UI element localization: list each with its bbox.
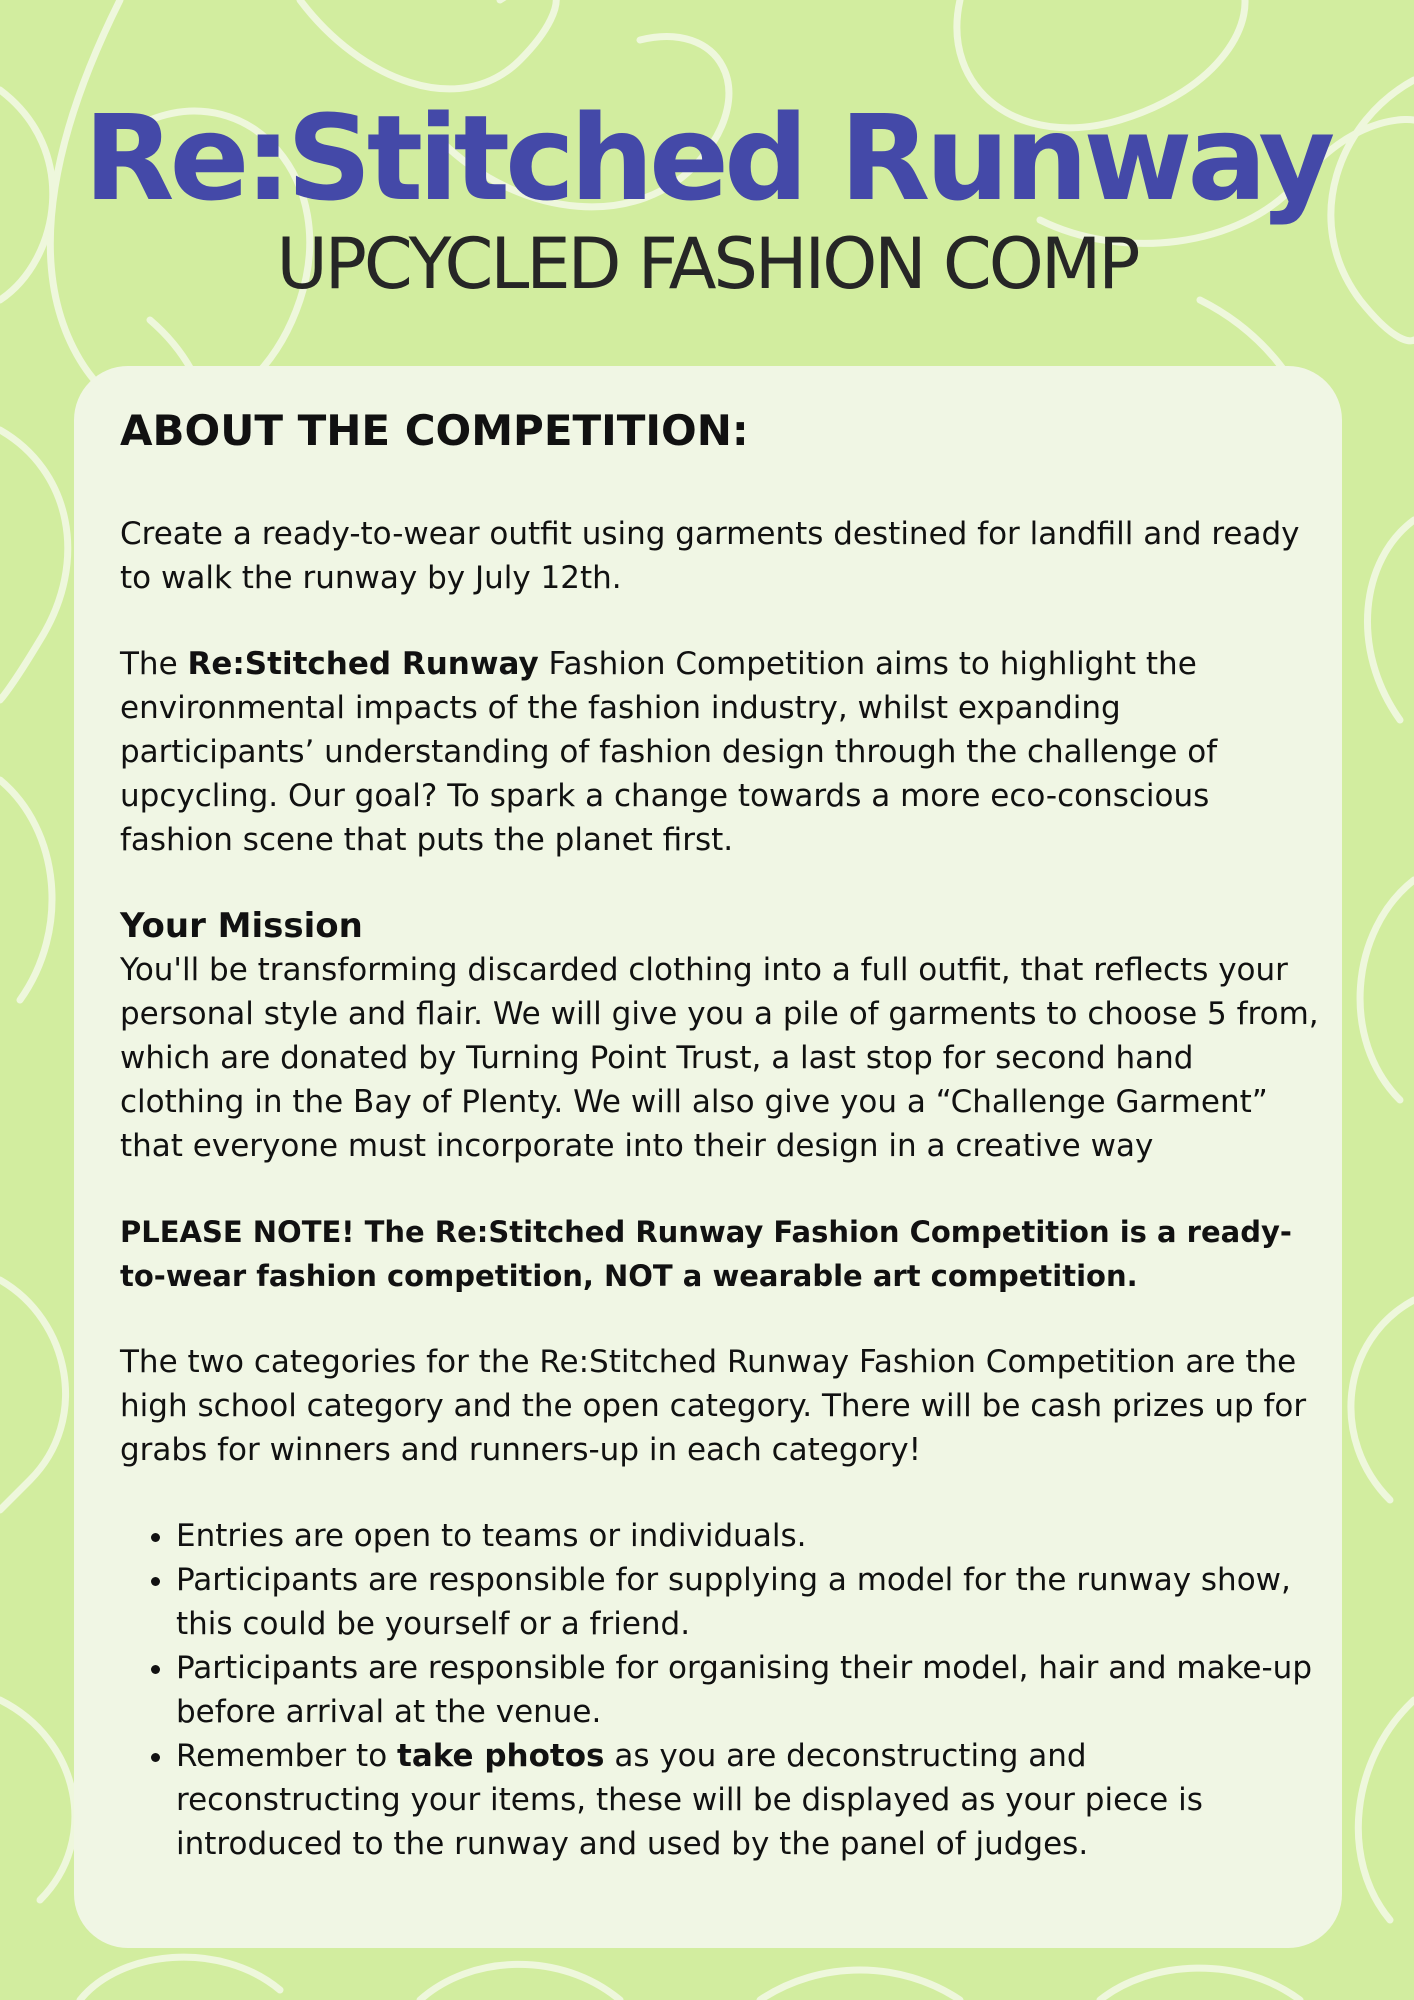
poster-title: Re:Stitched Runway xyxy=(83,89,1331,227)
photo-rule-bold: take photos xyxy=(397,1738,605,1774)
photo-rule-pre: Remember to xyxy=(176,1738,398,1774)
note-paragraph: PLEASE NOTE! The Re:Stitched Runway Fashion Competition is a ready-to-wear fashion competition, NOT a wearable art competition. xyxy=(120,1215,1292,1293)
categories-paragraph: The two categories for the Re:Stitched Runway Fashion Competition are the high school category and the open category. There will be cash prizes up for grabs for winners and runners-up in each category! xyxy=(120,1344,1307,1468)
list-item: • Entries are open to teams or individuals. xyxy=(176,1514,1320,1558)
aims-post: Fashion Competition aims to highlight the environmental impacts of the fashion industry, whilst expanding participants’ understanding of fashion design through the challenge of upcycling. Our goal? To spark a change towards a more eco-conscious fashion scene that puts the planet first. xyxy=(120,646,1218,858)
list-item: • Participants are responsible for organising their model, hair and make-up before arrival at the venue. xyxy=(176,1646,1320,1734)
aims-brand: Re:Stitched Runway xyxy=(187,646,539,682)
about-card xyxy=(74,366,1342,1948)
mission-heading: Your Mission xyxy=(120,906,363,946)
about-content xyxy=(120,404,1320,1866)
aims-paragraph xyxy=(120,642,1320,862)
rules-list xyxy=(120,1514,1320,1866)
list-item xyxy=(176,1734,1320,1866)
photo-rule-post: as you are deconstructing and reconstructing your items, these will be displayed as your piece is introduced to the runway and used by the panel of judges. xyxy=(176,1738,1203,1862)
poster-subtitle: UPCYCLED FASHION COMP xyxy=(276,223,1138,305)
mission-paragraph: You'll be transforming discarded clothing into a full outfit, that reflects your personal style and flair. We will give you a pile of garments to choose 5 from, which are donated by Turning Point Trust, a last stop for second hand clothing in the Bay of Plenty. We will also give you a “Challenge Garment” that everyone must incorporate into their design in a creative way xyxy=(120,952,1319,1164)
intro-paragraph: Create a ready-to-wear outfit using garments destined for landfill and ready to walk the runway by July 12th. xyxy=(120,516,1300,596)
list-item: • Participants are responsible for supplying a model for the runway show, this could be yourself or a friend. xyxy=(176,1558,1320,1646)
aims-pre: The xyxy=(120,646,188,682)
about-heading: ABOUT THE COMPETITION: xyxy=(120,406,749,455)
